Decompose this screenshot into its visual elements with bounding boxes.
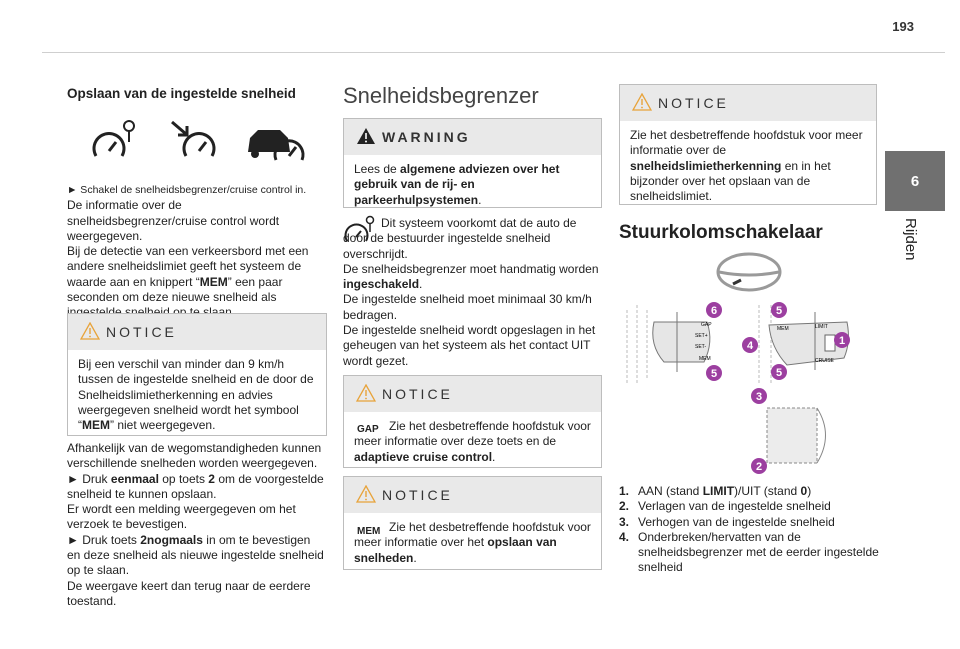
callout-5c	[771, 364, 787, 380]
steering-switch-diagram	[619, 250, 875, 480]
svg-text:MEM: MEM	[777, 326, 789, 332]
notice-box	[67, 313, 327, 436]
gap-button-icon: GAP	[357, 424, 379, 435]
svg-text:2: 2	[755, 461, 763, 473]
lower-stalk-illustration	[767, 408, 826, 463]
list-item: 2. Verlagen van de ingestelde snelheid	[619, 499, 831, 514]
section-title-speed-limiter: Snelheidsbegrenzer	[343, 83, 539, 108]
svg-text:5: 5	[775, 367, 783, 379]
warning-triangle-icon	[356, 485, 376, 503]
callout-5	[771, 302, 787, 318]
mem-button-icon: MEM	[357, 526, 381, 537]
notice-box-speed-recognition	[619, 84, 877, 205]
page-number: 193	[892, 19, 914, 34]
warning-triangle-icon	[80, 322, 100, 340]
notice-label: NOTICE	[382, 487, 453, 503]
callout-3	[751, 388, 767, 404]
notice-box-gap	[343, 375, 602, 468]
notice-box-mem	[343, 476, 602, 570]
svg-text:SET-: SET-	[695, 344, 707, 350]
warning-box	[343, 118, 602, 208]
notice-text: Zie het desbetreffende hoofdstuk voor meer informatie over de snelheidslimietherkenning en in het bijzonder over het opslaan van de snelheidslimiet.	[630, 128, 863, 204]
list-item: 3. Verhogen van de ingestelde snelheid	[619, 514, 835, 529]
speed-sign-icons	[90, 118, 315, 163]
section-heading-save-speed: Opslaan van de ingestelde snelheid	[67, 86, 296, 101]
callout-2	[751, 458, 767, 474]
svg-text:LIMIT: LIMIT	[815, 324, 828, 330]
car-speedometer-icon	[248, 130, 303, 160]
steering-wheel-icon	[718, 254, 780, 290]
svg-text:GAP: GAP	[701, 322, 712, 328]
function-list	[619, 484, 879, 576]
paragraph: Bij de detectie van een verkeersbord met een andere snelheidslimiet geeft het systeem de waarde aan en knippert “MEM” een paar seconden om deze nieuwe snelheid als	[67, 244, 309, 305]
warning-triangle-icon	[632, 93, 652, 111]
list-item: 1. AAN (stand LIMIT)/UIT (stand 0)	[619, 484, 812, 498]
warning-text: Lees de algemene adviezen over het gebruik van de rij- en parkeerhulpsystemen.	[354, 162, 560, 207]
list-item: 4. Onderbreken/hervatten van de snelheidsbegrenzer met de eerder ingestelde snelheid	[619, 529, 879, 575]
notice-text: Zie het desbetreffende hoofdstuk voor meer informatie over het opslaan van snelheden.	[354, 520, 591, 565]
speedometer-arrow-icon	[172, 122, 214, 156]
svg-text:SET+: SET+	[695, 333, 708, 339]
warning-triangle-icon	[356, 384, 376, 402]
chapter-title: Rijden	[902, 218, 919, 261]
svg-text:MEM: MEM	[699, 356, 711, 362]
notice-text: Zie het desbetreffende hoofdstuk voor meer informatie over deze toets en de adaptieve cruise control.	[354, 419, 591, 464]
paragraph: De snelheidsbegrenzer moet handmatig worden ingeschakeld.	[343, 261, 599, 292]
notice-label: NOTICE	[382, 386, 453, 402]
paragraph: De weergave keert dan terug naar de eerdere toestand.	[67, 578, 311, 608]
svg-text:5: 5	[775, 305, 783, 317]
top-rule	[42, 52, 945, 53]
svg-text:1: 1	[838, 335, 846, 347]
left-stalk-illustration	[627, 305, 712, 385]
paragraph: Afhankelijk van de wegomstandigheden kunnen verschillende snelheden worden weergegeven.	[67, 441, 322, 471]
paragraph: Er wordt een melding weergegeven om het verzoek te bevestigen.	[67, 502, 296, 532]
svg-text:3: 3	[755, 391, 763, 403]
callout-5b	[706, 365, 722, 381]
speedometer-sign-icon	[94, 121, 134, 156]
section-title-steering-switch: Stuurkolomschakelaar	[619, 222, 823, 243]
notice-text: Bij een verschil van minder dan 9 km/h tussen de ingestelde snelheid en de door de Snelheidslimietherkenning en advies weergegeven snelheid wordt het symbool “MEM” niet weergegeven.	[78, 357, 314, 433]
paragraph: De informatie over de snelheidsbegrenzer/cruise control wordt weergegeven.	[67, 198, 280, 243]
warning-triangle-icon	[356, 127, 376, 145]
notice-label: NOTICE	[658, 95, 729, 111]
warning-label: WARNING	[382, 129, 471, 145]
paragraph: De ingestelde snelheid wordt opgeslagen in het geheugen van het systeem als het contact UIT wordt gezet.	[343, 323, 596, 368]
callout-6	[706, 302, 722, 318]
svg-text:4: 4	[746, 340, 754, 352]
svg-text:5: 5	[710, 368, 718, 380]
callout-4	[742, 337, 758, 353]
notice-label: NOTICE	[106, 324, 177, 340]
instruction-press-once: ► Druk eenmaal op toets 2 om de voorgestelde snelheid te kunnen opslaan.	[67, 471, 324, 501]
paragraph: De ingestelde snelheid moet minimaal 30 km/h bedragen.	[343, 292, 592, 322]
callout-1	[834, 332, 850, 348]
instruction-enable: ► Schakel de snelheidsbegrenzer/cruise control in.	[67, 184, 307, 196]
instruction-press-again: ► Druk toets 2nogmaals in om te bevestigen en deze snelheid als nieuwe ingestelde snelheid op te slaan.	[67, 532, 324, 578]
paragraph: Dit systeem voorkomt dat de auto de door de bestuurder ingestelde snelheid overschrijdt.	[343, 216, 577, 261]
svg-text:6: 6	[710, 305, 718, 317]
svg-text:CRUISE: CRUISE	[815, 358, 834, 364]
chapter-tab[interactable]: 6	[885, 151, 945, 211]
